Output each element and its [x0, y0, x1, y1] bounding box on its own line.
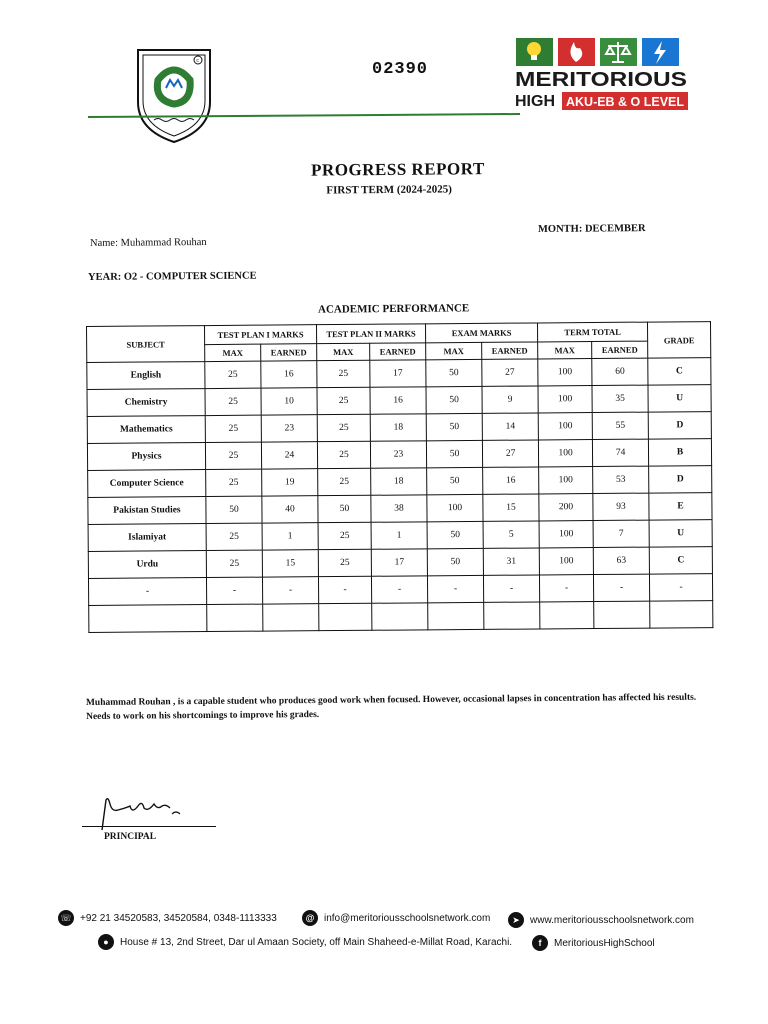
subject-cell: English: [87, 362, 205, 390]
footer-address: [98, 934, 512, 950]
marks-cell: 60: [592, 358, 648, 385]
brand-high: HIGH: [515, 93, 555, 110]
column-group-test-plan-1: TEST PLAN I MARKS: [205, 325, 317, 345]
subject-cell: Physics: [87, 443, 205, 471]
column-group-exam: EXAM MARKS: [426, 323, 538, 343]
student-year: YEAR: O2 - COMPUTER SCIENCE: [87, 270, 257, 283]
column-header-subject: SUBJECT: [87, 326, 205, 363]
marks-cell: [372, 603, 428, 630]
footer-website-text[interactable]: www.meritoriousschoolsnetwork.com: [530, 914, 694, 926]
footer-address-text: House # 13, 2nd Street, Dar ul Amaan Society, off Main Shaheed-e-Millat Road, Karachi.: [120, 936, 513, 948]
column-header-max: MAX: [426, 342, 482, 359]
marks-cell: 100: [539, 548, 593, 575]
brand-tagline: AKU-EB & O LEVEL: [566, 95, 685, 109]
cursor-icon: ➤: [508, 912, 524, 928]
marks-cell: 1: [262, 523, 318, 550]
marks-cell: 50: [426, 413, 482, 440]
grade-cell: B: [648, 439, 711, 466]
marks-cell: 25: [206, 469, 262, 496]
marks-cell: 25: [206, 523, 262, 550]
marks-cell: 25: [317, 414, 370, 441]
marks-cell: 50: [426, 386, 482, 413]
marks-cell: [263, 604, 319, 631]
marks-cell: 18: [371, 468, 427, 495]
column-group-term-total: TERM TOTAL: [538, 322, 648, 342]
marks-cell: -: [540, 575, 594, 602]
subject-cell: Computer Science: [88, 470, 206, 498]
marks-cell: 7: [593, 520, 649, 547]
footer-email-text[interactable]: info@meritoriousschoolsnetwork.com: [324, 912, 491, 924]
column-header-earned: EARNED: [261, 344, 317, 361]
marks-cell: 10: [261, 388, 317, 415]
marks-cell: 19: [262, 469, 318, 496]
subject-cell: Islamiyat: [88, 524, 206, 552]
marks-cell: 23: [261, 415, 317, 442]
marks-cell: 25: [205, 361, 261, 388]
marks-table: [86, 321, 712, 638]
marks-cell: 16: [370, 387, 426, 414]
marks-cell: -: [318, 576, 371, 603]
marks-cell: 100: [538, 359, 592, 386]
subject-cell: Pakistan Studies: [88, 497, 206, 525]
marks-cell: 25: [205, 442, 261, 469]
marks-cell: 27: [482, 359, 538, 386]
marks-cell: 200: [539, 494, 593, 521]
subject-cell: [89, 605, 207, 633]
subject-cell: Chemistry: [87, 389, 205, 417]
marks-cell: 25: [317, 441, 370, 468]
marks-cell: 1: [371, 522, 427, 549]
marks-cell: -: [371, 576, 427, 603]
marks-cell: 50: [427, 521, 483, 548]
marks-cell: 74: [592, 439, 648, 466]
marks-cell: 25: [205, 415, 261, 442]
marks-cell: [428, 602, 484, 629]
marks-cell: 38: [371, 495, 427, 522]
marks-cell: [594, 601, 650, 628]
marks-cell: -: [484, 575, 540, 602]
marks-cell: 17: [371, 549, 427, 576]
column-header-earned: EARNED: [592, 341, 648, 358]
marks-cell: 25: [205, 388, 261, 415]
column-header-grade: GRADE: [648, 322, 711, 358]
marks-cell: 17: [370, 360, 426, 387]
marks-cell: 50: [427, 467, 483, 494]
brand-logo: [514, 36, 690, 114]
grade-cell: E: [649, 493, 712, 520]
marks-cell: 15: [262, 550, 318, 577]
marks-cell: 5: [483, 521, 539, 548]
location-pin-icon: ●: [98, 934, 114, 950]
column-header-max: MAX: [538, 342, 592, 359]
student-name: Name: Muhammad Rouhan: [89, 236, 207, 249]
column-header-max: MAX: [205, 344, 261, 361]
marks-cell: 50: [427, 548, 483, 575]
grade-cell: U: [648, 385, 711, 412]
marks-cell: 31: [483, 548, 539, 575]
grade-cell: U: [649, 520, 712, 547]
email-icon: @: [302, 910, 318, 926]
marks-cell: 55: [592, 412, 648, 439]
column-header-earned: EARNED: [482, 342, 538, 359]
marks-cell: 100: [539, 521, 593, 548]
grade-cell: D: [648, 412, 711, 439]
grade-cell: C: [649, 547, 712, 574]
marks-cell: 53: [593, 466, 649, 493]
report-title: PROGRESS REPORT: [311, 159, 485, 180]
marks-cell: 16: [483, 467, 539, 494]
serial-number: 02390: [372, 60, 429, 79]
column-header-earned: EARNED: [370, 343, 426, 360]
report-month: MONTH: DECEMBER: [537, 223, 646, 235]
marks-cell: 25: [206, 550, 262, 577]
marks-cell: 25: [318, 549, 371, 576]
marks-cell: 40: [262, 496, 318, 523]
school-crest-logo: [132, 44, 216, 144]
footer-email[interactable]: [302, 910, 490, 926]
report-term: FIRST TERM (2024-2025): [326, 183, 452, 197]
footer-website[interactable]: [508, 912, 694, 928]
marks-cell: -: [428, 575, 484, 602]
teacher-remarks: Muhammad Rouhan , is a capable student who produces good work when focused. However, occasional lapses in concentration has affected his results. Needs to work on his shortcomings to improve his grades.: [85, 692, 697, 722]
marks-cell: -: [262, 577, 318, 604]
marks-cell: 100: [538, 440, 592, 467]
marks-cell: 9: [482, 386, 538, 413]
marks-cell: 100: [427, 494, 483, 521]
subject-cell: Mathematics: [87, 416, 205, 444]
marks-cell: -: [206, 577, 262, 604]
signature-line: [82, 826, 216, 827]
footer-facebook-text[interactable]: MeritoriousHighSchool: [554, 937, 655, 949]
marks-cell: -: [594, 574, 650, 601]
marks-cell: 25: [318, 468, 371, 495]
marks-cell: 50: [426, 359, 482, 386]
grade-cell: C: [648, 358, 711, 385]
marks-cell: 27: [482, 440, 538, 467]
marks-cell: 50: [206, 496, 262, 523]
principal-label: PRINCIPAL: [104, 832, 157, 842]
marks-cell: 35: [592, 385, 648, 412]
marks-cell: 16: [261, 361, 317, 388]
column-header-max: MAX: [317, 343, 370, 360]
grade-cell: [650, 601, 713, 628]
marks-cell: 63: [593, 547, 649, 574]
svg-text:c: c: [196, 58, 199, 64]
grade-cell: -: [650, 574, 713, 601]
marks-cell: 50: [426, 440, 482, 467]
marks-table-body: [87, 358, 713, 633]
title-block: [0, 157, 768, 200]
marks-cell: 18: [370, 414, 426, 441]
marks-cell: [484, 602, 540, 629]
section-heading: ACADEMIC PERFORMANCE: [317, 302, 470, 316]
marks-cell: 23: [370, 441, 426, 468]
marks-cell: [319, 603, 372, 630]
marks-cell: 50: [318, 495, 371, 522]
marks-cell: 100: [538, 386, 592, 413]
marks-cell: 25: [318, 522, 371, 549]
marks-cell: 25: [317, 360, 370, 387]
subject-cell: Urdu: [88, 551, 206, 579]
facebook-icon: f: [532, 935, 548, 951]
marks-cell: 93: [593, 493, 649, 520]
column-group-test-plan-2: TEST PLAN II MARKS: [317, 324, 426, 344]
marks-cell: [207, 604, 263, 631]
marks-cell: 15: [483, 494, 539, 521]
marks-cell: 14: [482, 413, 538, 440]
footer-phone-text: +92 21 34520583, 34520584, 0348-1113333: [80, 912, 277, 924]
footer-facebook[interactable]: [532, 935, 655, 951]
footer-phone: [58, 910, 277, 926]
grade-cell: D: [649, 466, 712, 493]
table-row: [89, 601, 713, 633]
marks-cell: [540, 602, 594, 629]
subject-cell: -: [88, 578, 206, 606]
marks-cell: 100: [539, 467, 593, 494]
marks-cell: 24: [261, 442, 317, 469]
phone-icon: ☏: [58, 910, 74, 926]
brand-name: MERITORIOUS: [515, 69, 687, 91]
marks-cell: 25: [317, 387, 370, 414]
marks-cell: 100: [538, 413, 592, 440]
